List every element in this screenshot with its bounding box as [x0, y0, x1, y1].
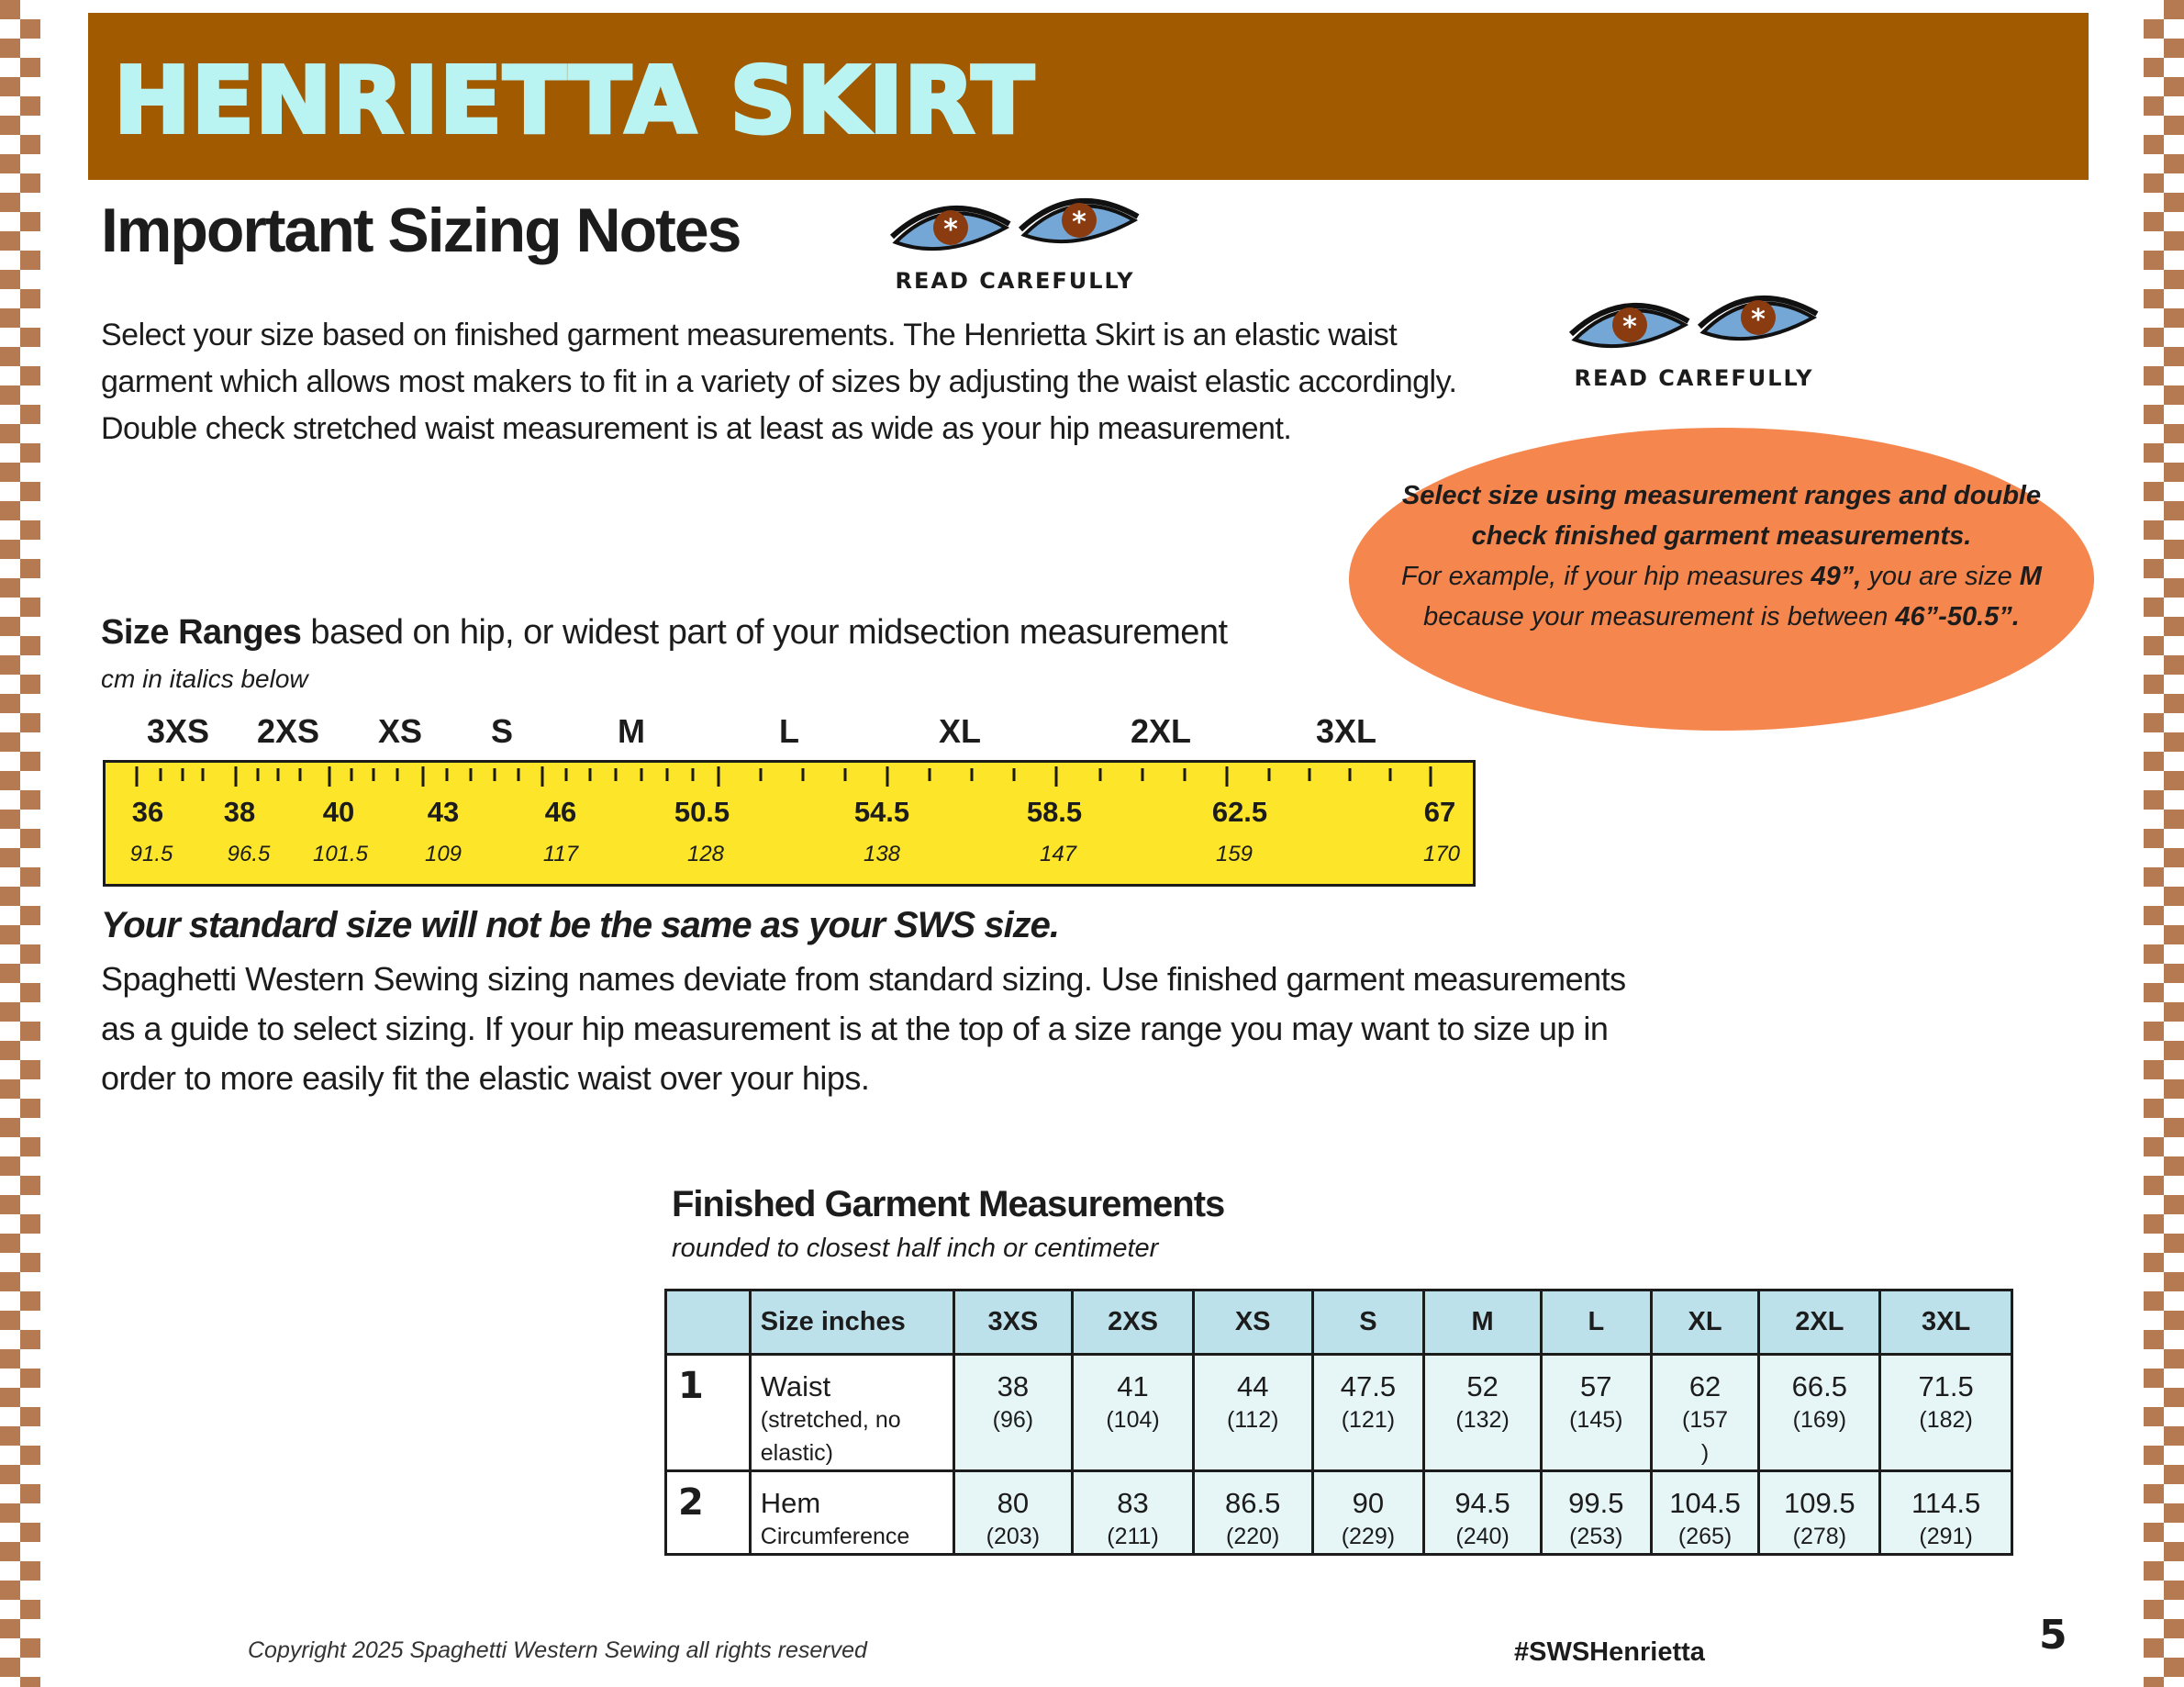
cm-value: (121): [1341, 1407, 1396, 1433]
table-row: [666, 1355, 2012, 1471]
table-header-cell: M: [1424, 1290, 1542, 1355]
read-carefully-graphic: [886, 193, 1143, 294]
inch-value: 90: [1352, 1487, 1385, 1519]
tape-inch-mark: 50.5: [674, 796, 730, 828]
inch-value: 66.5: [1791, 1370, 1848, 1402]
table-cell: [1073, 1471, 1194, 1555]
cm-value: (112): [1226, 1407, 1279, 1433]
tape-cm-mark: 96.5: [227, 842, 271, 866]
cm-value: (203): [986, 1524, 1041, 1549]
row-number: 1: [666, 1355, 751, 1471]
table-cell: [1541, 1471, 1651, 1555]
size-label: XS: [377, 712, 423, 750]
tape-cm-mark: 91.5: [129, 842, 173, 866]
cm-value: (169): [1792, 1407, 1847, 1433]
callout-example-text: because your measurement is between: [1423, 602, 1896, 631]
warning-heading: Your standard size will not be the same as your SWS size.: [101, 905, 1060, 945]
copyright-notice: Copyright 2025 Spaghetti Western Sewing all rights reserved: [248, 1637, 867, 1663]
table-cell: [1312, 1471, 1424, 1555]
inch-value: 114.5: [1911, 1487, 1981, 1519]
tape-cm-mark: 101.5: [312, 842, 369, 866]
svg-text:*: *: [1751, 304, 1766, 336]
page-number: 5: [2039, 1612, 2067, 1659]
tape-cm-mark: 109: [424, 842, 462, 866]
cm-value: (211): [1107, 1524, 1159, 1549]
page-heading: Important Sizing Notes: [101, 196, 741, 265]
callout-text: [1386, 475, 2057, 637]
row-label: Hem: [760, 1487, 821, 1519]
inch-value: 109.5: [1784, 1487, 1855, 1519]
cm-value: (220): [1226, 1524, 1280, 1549]
table-header-cell: 2XL: [1759, 1290, 1880, 1355]
size-label: M: [618, 712, 645, 750]
table-cell: [1073, 1355, 1194, 1471]
tape-cm-mark: 128: [686, 842, 725, 866]
callout-example-text: For example, if your hip measures: [1401, 562, 1811, 591]
inch-value: 99.5: [1568, 1487, 1624, 1519]
inch-value: 86.5: [1225, 1487, 1281, 1519]
tape-cm-mark: 159: [1215, 842, 1254, 866]
inch-value: 80: [997, 1487, 1030, 1519]
inch-value: 57: [1580, 1370, 1612, 1402]
svg-text:*: *: [1072, 207, 1086, 239]
row-sublabel: Circumference: [760, 1524, 910, 1549]
cm-value: (157 ): [1682, 1407, 1729, 1466]
row-label: Waist: [760, 1370, 831, 1402]
inch-value: 52: [1466, 1370, 1499, 1402]
table-cell: [1759, 1355, 1880, 1471]
inch-value: 71.5: [1918, 1370, 1974, 1402]
tape-inch-mark: 54.5: [853, 796, 910, 828]
table-row: [666, 1471, 2012, 1555]
callout-hip: 49”,: [1811, 562, 1862, 591]
tape-cm-mark: 138: [863, 842, 901, 866]
table-cell: [1193, 1471, 1312, 1555]
row-label-cell: [750, 1355, 953, 1471]
table-cell: [953, 1471, 1073, 1555]
warning-paragraph: Spaghetti Western Sewing sizing names deviate from standard sizing. Use finished garment measurements as a guide to select sizing. If your hip measurement is at the top of a size range you may want to size up in order to more easily fit the elastic waist over your hips.: [101, 960, 1626, 1097]
tape-cm-mark: 170: [1422, 842, 1461, 866]
cm-value: (132): [1455, 1407, 1510, 1433]
svg-text:*: *: [943, 214, 958, 246]
size-ranges-heading: [101, 613, 1228, 653]
table-cell: [1880, 1471, 2012, 1555]
finished-garment-subtitle: rounded to closest half inch or centimeter: [672, 1234, 1159, 1263]
tape-inch-mark: 38: [223, 796, 256, 828]
row-sublabel: (stretched, no elastic): [760, 1407, 901, 1466]
tape-inch-mark: 58.5: [1026, 796, 1083, 828]
table-cell: [1651, 1355, 1759, 1471]
checker-border-right: [2144, 0, 2184, 1687]
tape-inch-mark: 62.5: [1211, 796, 1268, 828]
table-cell: [1193, 1355, 1312, 1471]
cm-value: (240): [1455, 1524, 1510, 1549]
table-cell: [1880, 1355, 2012, 1471]
tape-ticks: [106, 763, 1473, 799]
finished-garment-table: [664, 1289, 2013, 1556]
size-label: S: [490, 712, 514, 750]
eyes-icon: [886, 193, 1143, 263]
size-label: 3XL: [1315, 712, 1377, 750]
read-carefully-label: READ CAREFULLY: [895, 268, 1135, 294]
inch-value: 62: [1688, 1370, 1722, 1402]
table-header-cell: S: [1312, 1290, 1424, 1355]
inch-value: 47.5: [1340, 1370, 1397, 1402]
table-cell: [1759, 1471, 1880, 1555]
cm-value: (291): [1919, 1524, 1973, 1549]
cm-value: (182): [1919, 1407, 1973, 1433]
pattern-title: HENRIETTA SKIRT: [114, 47, 1035, 154]
tape-inch-mark: 43: [427, 796, 460, 828]
table-cell: [1424, 1355, 1542, 1471]
cm-value: (229): [1341, 1524, 1396, 1549]
tape-cm-mark: 117: [542, 842, 579, 866]
table-cell: [1312, 1355, 1424, 1471]
row-label-cell: [750, 1471, 953, 1555]
inch-value: 38: [997, 1370, 1030, 1402]
callout-size: M: [2019, 562, 2042, 591]
tape-inch-mark: 46: [544, 796, 577, 828]
checker-border-left: [0, 0, 40, 1687]
cm-note: cm in italics below: [101, 665, 308, 693]
table-cell: [953, 1355, 1073, 1471]
inch-value: 104.5: [1669, 1487, 1741, 1519]
inch-value: 44: [1236, 1370, 1269, 1402]
table-cell: [1424, 1471, 1542, 1555]
measuring-tape: [103, 760, 1476, 887]
table-header-cell: 3XS: [953, 1290, 1073, 1355]
table-header-cell: 3XL: [1880, 1290, 2012, 1355]
cm-value: (253): [1569, 1524, 1623, 1549]
title-banner: [88, 13, 2089, 180]
cm-value: (96): [992, 1407, 1034, 1433]
table-header-cell: 2XS: [1073, 1290, 1194, 1355]
read-carefully-label-2: READ CAREFULLY: [1574, 365, 1814, 391]
table-header-cell: Size inches: [750, 1290, 953, 1355]
table-header-cell: XS: [1193, 1290, 1312, 1355]
svg-text:*: *: [1622, 311, 1637, 343]
table-header-cell: [666, 1290, 751, 1355]
cm-value: (145): [1569, 1407, 1623, 1433]
table-cell: [1651, 1471, 1759, 1555]
tape-inch-mark: 67: [1423, 796, 1456, 828]
read-carefully-graphic-2: [1566, 290, 1822, 391]
cm-value: (278): [1792, 1524, 1847, 1549]
finished-garment-title: Finished Garment Measurements: [672, 1184, 1225, 1224]
callout-bold: Select size using measurement ranges and double check finished garment measurements.: [1401, 481, 2042, 551]
row-number: 2: [666, 1471, 751, 1555]
tape-cm-mark: 147: [1039, 842, 1077, 866]
inch-value: 41: [1117, 1370, 1149, 1402]
size-ranges-description: based on hip, or widest part of your midsection measurement: [301, 613, 1228, 652]
size-label: XL: [938, 712, 982, 750]
inch-value: 83: [1117, 1487, 1149, 1519]
size-ranges-title: Size Ranges: [101, 613, 302, 652]
cm-value: (104): [1106, 1407, 1160, 1433]
table-header-cell: XL: [1651, 1290, 1759, 1355]
cm-value: (265): [1677, 1524, 1733, 1549]
table-header-row: [666, 1290, 2012, 1355]
size-label: L: [779, 712, 799, 750]
eyes-icon: [1566, 290, 1822, 360]
hashtag: #SWSHenrietta: [1514, 1637, 1705, 1667]
table-cell: [1541, 1355, 1651, 1471]
callout-example-text: you are size: [1861, 562, 2020, 591]
callout-range: 46”-50.5”.: [1895, 602, 2020, 631]
size-label: 2XL: [1130, 712, 1192, 750]
table-header-cell: L: [1541, 1290, 1651, 1355]
tape-inch-mark: 36: [131, 796, 164, 828]
inch-value: 94.5: [1454, 1487, 1510, 1519]
intro-paragraph: Select your size based on finished garment measurements. The Henrietta Skirt is an elastic waist garment which allows most makers to fit in a variety of sizes by adjusting the waist elastic accordingly. Double check stretched waist measurement is at least as wide as your hip measurement.: [101, 318, 1457, 446]
tape-inch-mark: 40: [322, 796, 355, 828]
size-label: 3XS: [146, 712, 210, 750]
size-label: 2XS: [256, 712, 320, 750]
